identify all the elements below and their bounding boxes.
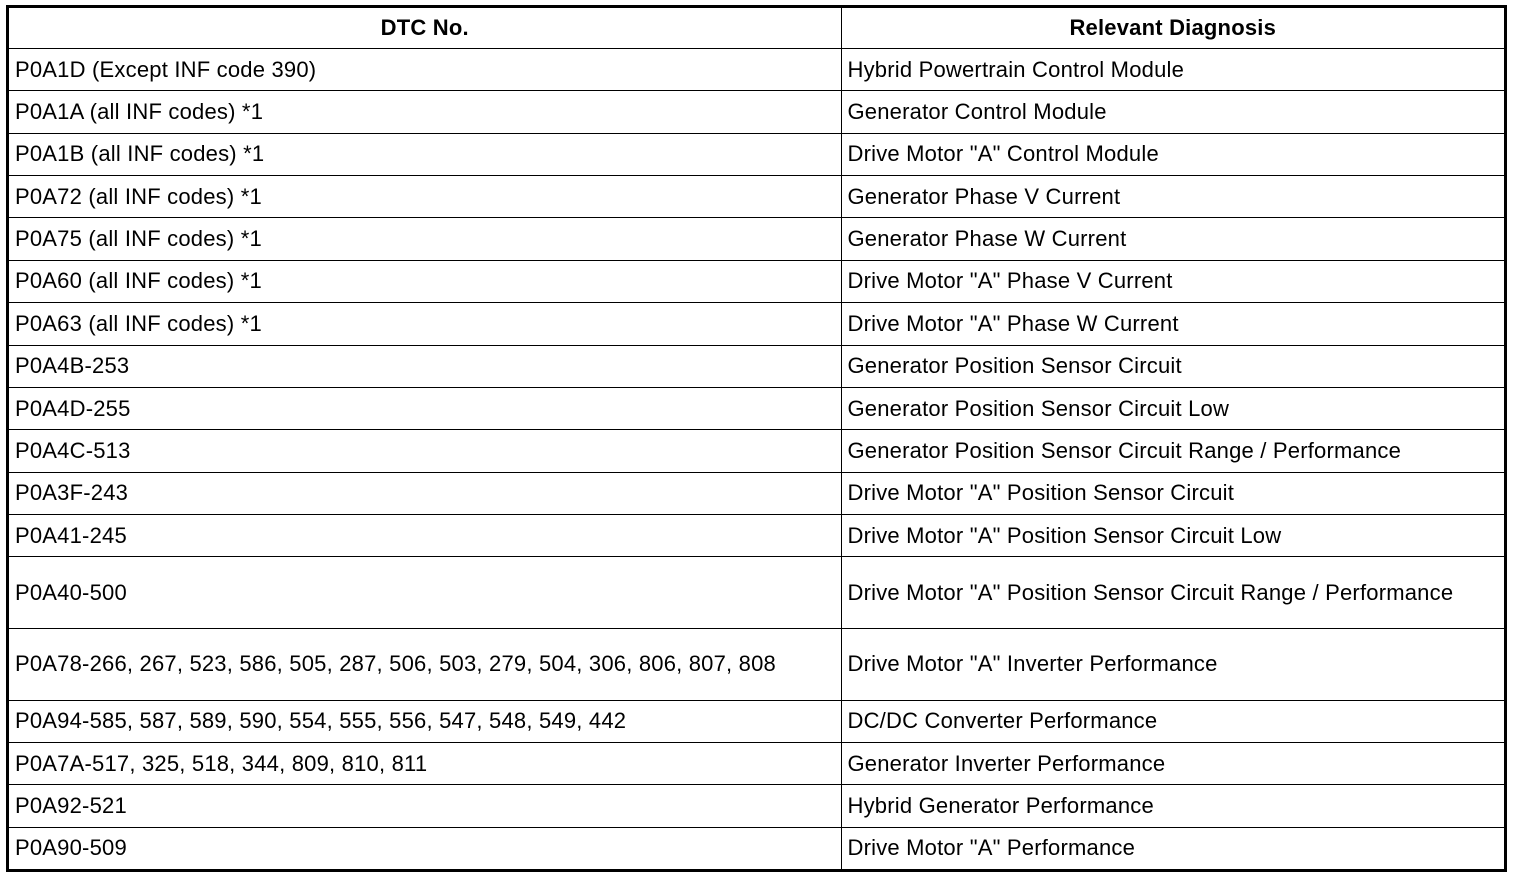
dtc-cell: P0A1D (Except INF code 390) [9, 49, 841, 91]
dtc-cell: P0A92-521 [9, 785, 841, 827]
table-row [9, 514, 1504, 556]
diagnosis-cell: Drive Motor "A" Inverter Performance [841, 628, 1504, 700]
table-row [9, 700, 1504, 742]
diagnosis-cell: Drive Motor "A" Position Sensor Circuit Low [841, 514, 1504, 556]
dtc-table-container [6, 5, 1507, 872]
dtc-cell: P0A4C-513 [9, 430, 841, 472]
diagnosis-cell: Generator Phase W Current [841, 218, 1504, 260]
dtc-cell: P0A4B-253 [9, 345, 841, 387]
diagnosis-cell: Generator Position Sensor Circuit Low [841, 387, 1504, 429]
table-row [9, 430, 1504, 472]
dtc-cell: P0A41-245 [9, 514, 841, 556]
table-row [9, 827, 1504, 869]
table-row [9, 785, 1504, 827]
dtc-cell: P0A78-266, 267, 523, 586, 505, 287, 506, 503, 279, 504, 306, 806, 807, 808 [9, 628, 841, 700]
table-row [9, 345, 1504, 387]
diagnosis-cell: DC/DC Converter Performance [841, 700, 1504, 742]
table-row [9, 218, 1504, 260]
table-row [9, 176, 1504, 218]
diagnosis-cell: Generator Inverter Performance [841, 742, 1504, 784]
diagnosis-cell: Hybrid Generator Performance [841, 785, 1504, 827]
dtc-table [9, 8, 1504, 869]
dtc-cell: P0A3F-243 [9, 472, 841, 514]
dtc-cell: P0A7A-517, 325, 518, 344, 809, 810, 811 [9, 742, 841, 784]
table-header-row [9, 8, 1504, 49]
table-row [9, 557, 1504, 629]
table-row [9, 742, 1504, 784]
dtc-cell: P0A72 (all INF codes) *1 [9, 176, 841, 218]
diagnosis-cell: Generator Position Sensor Circuit [841, 345, 1504, 387]
diagnosis-cell: Drive Motor "A" Phase W Current [841, 303, 1504, 345]
diagnosis-cell: Drive Motor "A" Position Sensor Circuit [841, 472, 1504, 514]
table-row [9, 133, 1504, 175]
header-relevant-diagnosis: Relevant Diagnosis [841, 8, 1504, 49]
table-row [9, 303, 1504, 345]
diagnosis-cell: Drive Motor "A" Control Module [841, 133, 1504, 175]
diagnosis-cell: Generator Phase V Current [841, 176, 1504, 218]
diagnosis-cell: Drive Motor "A" Position Sensor Circuit Range / Performance [841, 557, 1504, 629]
dtc-cell: P0A1A (all INF codes) *1 [9, 91, 841, 133]
table-row [9, 387, 1504, 429]
table-row [9, 472, 1504, 514]
diagnosis-cell: Generator Control Module [841, 91, 1504, 133]
table-row [9, 628, 1504, 700]
table-row [9, 260, 1504, 302]
dtc-cell: P0A4D-255 [9, 387, 841, 429]
dtc-cell: P0A94-585, 587, 589, 590, 554, 555, 556, 547, 548, 549, 442 [9, 700, 841, 742]
diagnosis-cell: Drive Motor "A" Performance [841, 827, 1504, 869]
dtc-cell: P0A75 (all INF codes) *1 [9, 218, 841, 260]
table-row [9, 91, 1504, 133]
dtc-cell: P0A40-500 [9, 557, 841, 629]
diagnosis-cell: Drive Motor "A" Phase V Current [841, 260, 1504, 302]
dtc-cell: P0A1B (all INF codes) *1 [9, 133, 841, 175]
diagnosis-cell: Generator Position Sensor Circuit Range / Performance [841, 430, 1504, 472]
dtc-cell: P0A63 (all INF codes) *1 [9, 303, 841, 345]
dtc-cell: P0A60 (all INF codes) *1 [9, 260, 841, 302]
dtc-cell: P0A90-509 [9, 827, 841, 869]
diagnosis-cell: Hybrid Powertrain Control Module [841, 49, 1504, 91]
header-dtc-no: DTC No. [9, 8, 841, 49]
table-row [9, 49, 1504, 91]
